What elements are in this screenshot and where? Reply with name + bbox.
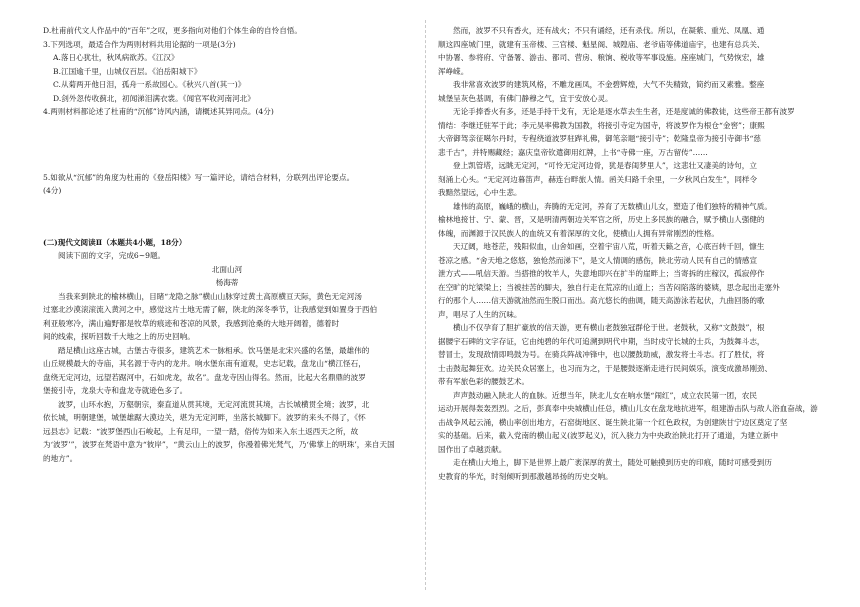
answer-space-4b — [43, 149, 411, 171]
para-line: 山丘规模最大的寺庙，其名源于寺内的龙井。响水堡东南有道观，史志记载，盘龙山“横江怪石， — [43, 359, 366, 368]
para-line: 远县志》记载：“波罗堡西山石峻起，上有足印，一望一踏，俗传为如来入东土返西天之所，故 — [43, 426, 359, 436]
para-line: 我黯然望远，心中生悲。 — [438, 188, 522, 197]
para-line: 替冒士，发现敌情即鸣鼓为号。在骑兵阵战冲锋中，也以腰鼓助威，激发将士斗志。打了胜仗，将 — [438, 350, 765, 359]
para-line: 国作出了卓越贡献。 — [438, 444, 507, 454]
column-divider — [425, 20, 426, 590]
option-a: A.落日心犹壮，秋风病欲苏。《江汉》 — [53, 53, 179, 62]
para-line: 走在横山大地上，脚下是世界上最广袤深厚的黄土，随处可触摸到历史的印痕，随时可感受到历 — [453, 458, 772, 467]
right-column — [438, 24, 819, 483]
article-body-left — [43, 290, 411, 466]
section-heading: (二)现代文阅读Ⅱ（本题共4小题，18分） — [43, 237, 187, 247]
para-line: 盘绕无定河边，远望若踞河中，石如虎龙，故名”。盘龙寺因山得名。然而，比起大名鼎鼎的波罗 — [43, 372, 366, 382]
para-line: 史教育的华光，时刻倾听到那激越昂扬的历史交响。 — [438, 471, 613, 481]
para-line: 我非常喜欢波罗的建筑风格，不雕龙画凤，不金碧辉煌，大气不失精致，简约而又素雅。整座 — [453, 80, 765, 89]
question-4: 4.两则材料都论述了杜甫的“沉郁”诗风内涵，请概述其异同点。(4分) — [43, 107, 274, 116]
answer-space-4 — [43, 119, 411, 149]
para-line: 雄伟的高原，巍峨的横山，奔腾的无定河，养育了无数横山儿女，塑造了他们独特的精神气质。 — [453, 201, 772, 211]
para-line: 情结：李继迁驻军于此；李元昊率佛教为国教，将接引寺定为国寺，将波罗作为根仓“金窖”；康熙 — [438, 120, 765, 130]
para-line: 间的线索，探听回数千大地之上的历史回响。 — [43, 332, 195, 341]
para-line: 据腰宇石碑的文字存证，它由纯碧的年代可追溯到明代中期，当时戍守长城的士兵，为鼓舞斗志， — [438, 336, 765, 346]
left-column — [43, 24, 411, 465]
para-line: 依长城，明朝建堡，城堡雄踞大漠边关，堪为无定河畔，坐落长城脚下。波罗的来头不得了，《怀 — [43, 413, 366, 422]
option-d-prev: D.杜甫前代文人作品中的“百年”之叹，更多指向对他们个体生命的自怜自悟。 — [43, 26, 302, 35]
para-line: 泄方式——吼信天游。当搭推的牧羊人，失意地即兴在扩半的崖畔上；当寄拆的庄稼汉，孤寂停作 — [438, 269, 765, 278]
para-line: 运动开展得轰轰烈烈。之后，彭真奉中央城横山任总，横山儿女在盘龙地抗进军，组建游击队与敌人浴血奋战，游 — [438, 404, 818, 413]
para-line: 当我来到陕北的榆林横山，目睹“龙隐之脉”横山山脉穿过黄土高原横亘天际，黄色无定河汤 — [58, 291, 362, 301]
para-line: 无论手捧香火有多，还是手持干戈有，无论是逐水草去生生者，还是度诚的佛教徒，这些帝王都有波罗 — [453, 107, 795, 116]
question-5-line-1: 5.如欲从“沉郁”的角度为杜甫的《登岳阳楼》写一篇评论，请结合材料，分联列出评论要点。 — [43, 172, 355, 182]
para-line: 在空旷的坨梁梁上；当被挂苦的脚夫，独自行走在荒凉的山道上；当苦闷陷落的婆姨，思念起出走塞外 — [438, 282, 780, 292]
para-line: 波罗，山环水抱，万壑朝宗，秦直道从贯其境，无定河流贯其境，古长城横贯全境；波罗，北 — [58, 399, 370, 409]
para-line: 声声鼓动融入陕北人的血脉。近想当年，陕北儿女在响水堡“闹红”，成立农民第一团，农民 — [453, 390, 757, 400]
para-line: 中协署、参将府、守备署、游击、都司、营房、粮饷、税收等军事设施。座座城门，气势恢宏，雄 — [438, 53, 765, 62]
para-line: 声，唱尽了人生的沉味。 — [438, 309, 522, 319]
para-line: 为‘波罗’”，波罗在梵语中意为“彼岸”，“黄云山上的波罗，你漫着佛光梵气，乃‘佛掌上的明珠’，来自天国 — [43, 440, 395, 449]
para-line: 实的基础。后来，截入党南的横山起义(波罗起义)，沉入骁力为中央政治陕北打开了通道，为建立新中 — [438, 431, 779, 440]
option-d: D.剑外忽传收蓟北，初闻涕泪满衣裳。《闻官军收河南河北》 — [53, 93, 255, 103]
para-line: 踏足横山这座古城，古堡古寺很多，建筑艺术一脉相承。饮马堡是北宋兴盛的名堡，最雄伟的 — [58, 345, 370, 355]
question-5 — [43, 171, 411, 198]
para-line: 利亚般寒冷，满山遍野都是牧草的痕迹和苍凉的风景，我感到沧桑的大地开阔着，德着时 — [43, 318, 340, 328]
para-line: 刻涌上心头。“无定河边暮笛声，赫连台畔旅人情。函关归路千余里，一夕秋风白发生”，同样令 — [438, 174, 758, 184]
article-title: 北面山河 — [211, 264, 243, 274]
para-line: 浑峥嵘。 — [438, 66, 469, 76]
para-line: 天辽阔，地苍茫，残阳似血，山舍如画，空着宇宙八荒，听着天籁之音，心底百转千回，慷生 — [453, 242, 765, 251]
para-line: 体魄，而渊源于汉民族人的血统又有着深厚的文化，使横山人拥有异常刚烈的性格。 — [438, 228, 719, 238]
instruction: 阅读下面的文字，完成6~9题。 — [58, 251, 166, 260]
para-line: 登上凯管塔，远眺无定河，“可怜无定河边骨，犹是春闺梦里人”，这悲壮又凄美的诗句，立 — [453, 161, 757, 170]
para-line: 然而，波罗不只有香火，还有战火；不只有诵经，还有杀伐。所以，在凝紫、重光、凤凰、通 — [453, 26, 765, 35]
para-line: 行的那个人……信天游就油然而生脱口而出。高亢悠长的曲调，随天高游泳若起伏，九曲回肠的歌 — [438, 296, 765, 305]
para-line: 过塞北沙漠滚滚流入黄河之中，感觉这片土地无需了解，陕北的深冬季节，让我感觉到如置身于西伯 — [43, 305, 378, 314]
option-b: B.江国逾千里，山城仅百层。《泊岳阳城下》 — [53, 66, 202, 76]
answer-space-5 — [43, 198, 411, 228]
para-line: 榆林地接甘、宁、蒙、晋，又是明清两朝边关军官之所，历史上多民族的融合，赋予横山人强健的 — [438, 215, 765, 224]
question-lines — [43, 24, 411, 119]
question-5-line-2: (4分) — [43, 186, 62, 195]
para-line: 顺这四座城门里，就建有玉帝楼、三官楼、魁星阁、城隍庙、老爷庙等佛道庙宇，也建有总兵关、 — [438, 39, 765, 49]
para-line: 士击鼓起舞狂欢。边关民众居塞上，也习而为之，于是腰鼓逐渐走进行民间娱乐，演变成激昂刚劲、 — [438, 363, 773, 373]
para-line: 横山不仅孕育了胆扩豪放的信天游，更有横山老鼓独冠群伦于世。老鼓秋，又称“文鼓鼓”，根 — [453, 323, 765, 332]
para-line: 城堡呈灰色基调，有佛门静穆之气，宜于安放心灵。 — [438, 93, 613, 103]
question-3: 3.下列选项，最适合作为两则材料共用论据的一项是(3分) — [43, 39, 236, 49]
article-body-right — [438, 24, 819, 483]
article-author: 杨海蒂 — [215, 278, 239, 287]
para-line: 堡接引寺，龙泉大寺和盘龙寺就逊色多了。 — [43, 386, 188, 395]
para-line: 大帝御驾亲征噶尔丹时，专程绕道波罗驻跸礼佛，御笔亲题“接引寺”；乾隆皇帝为接引寺御书“慈 — [438, 134, 761, 143]
para-line: 苍凉之感。“舍天地之悠悠，独怆然而涕下”，是文人情调的感伤，陕北劳动人民有自己的情感宣 — [438, 255, 758, 265]
para-line: 的地方”。 — [43, 453, 78, 463]
option-c: C.从菊两开他日泪，孤舟一系故园心。《秋兴八首(其一)》 — [53, 80, 246, 89]
para-line: 击战争风起云涌，横山率创出地方，石窑街地区、诞生陕北第一个红色政权，为创建陕甘宁边区奠定了坚 — [438, 417, 788, 427]
para-line: 悲千古”，并特赐藏经；嘉庆皇帝钦遣御用红牌，上书“寺佛一座，万古留传”…… — [438, 147, 708, 157]
para-line: 带有军旅色彩的腰鼓艺术。 — [438, 377, 530, 386]
